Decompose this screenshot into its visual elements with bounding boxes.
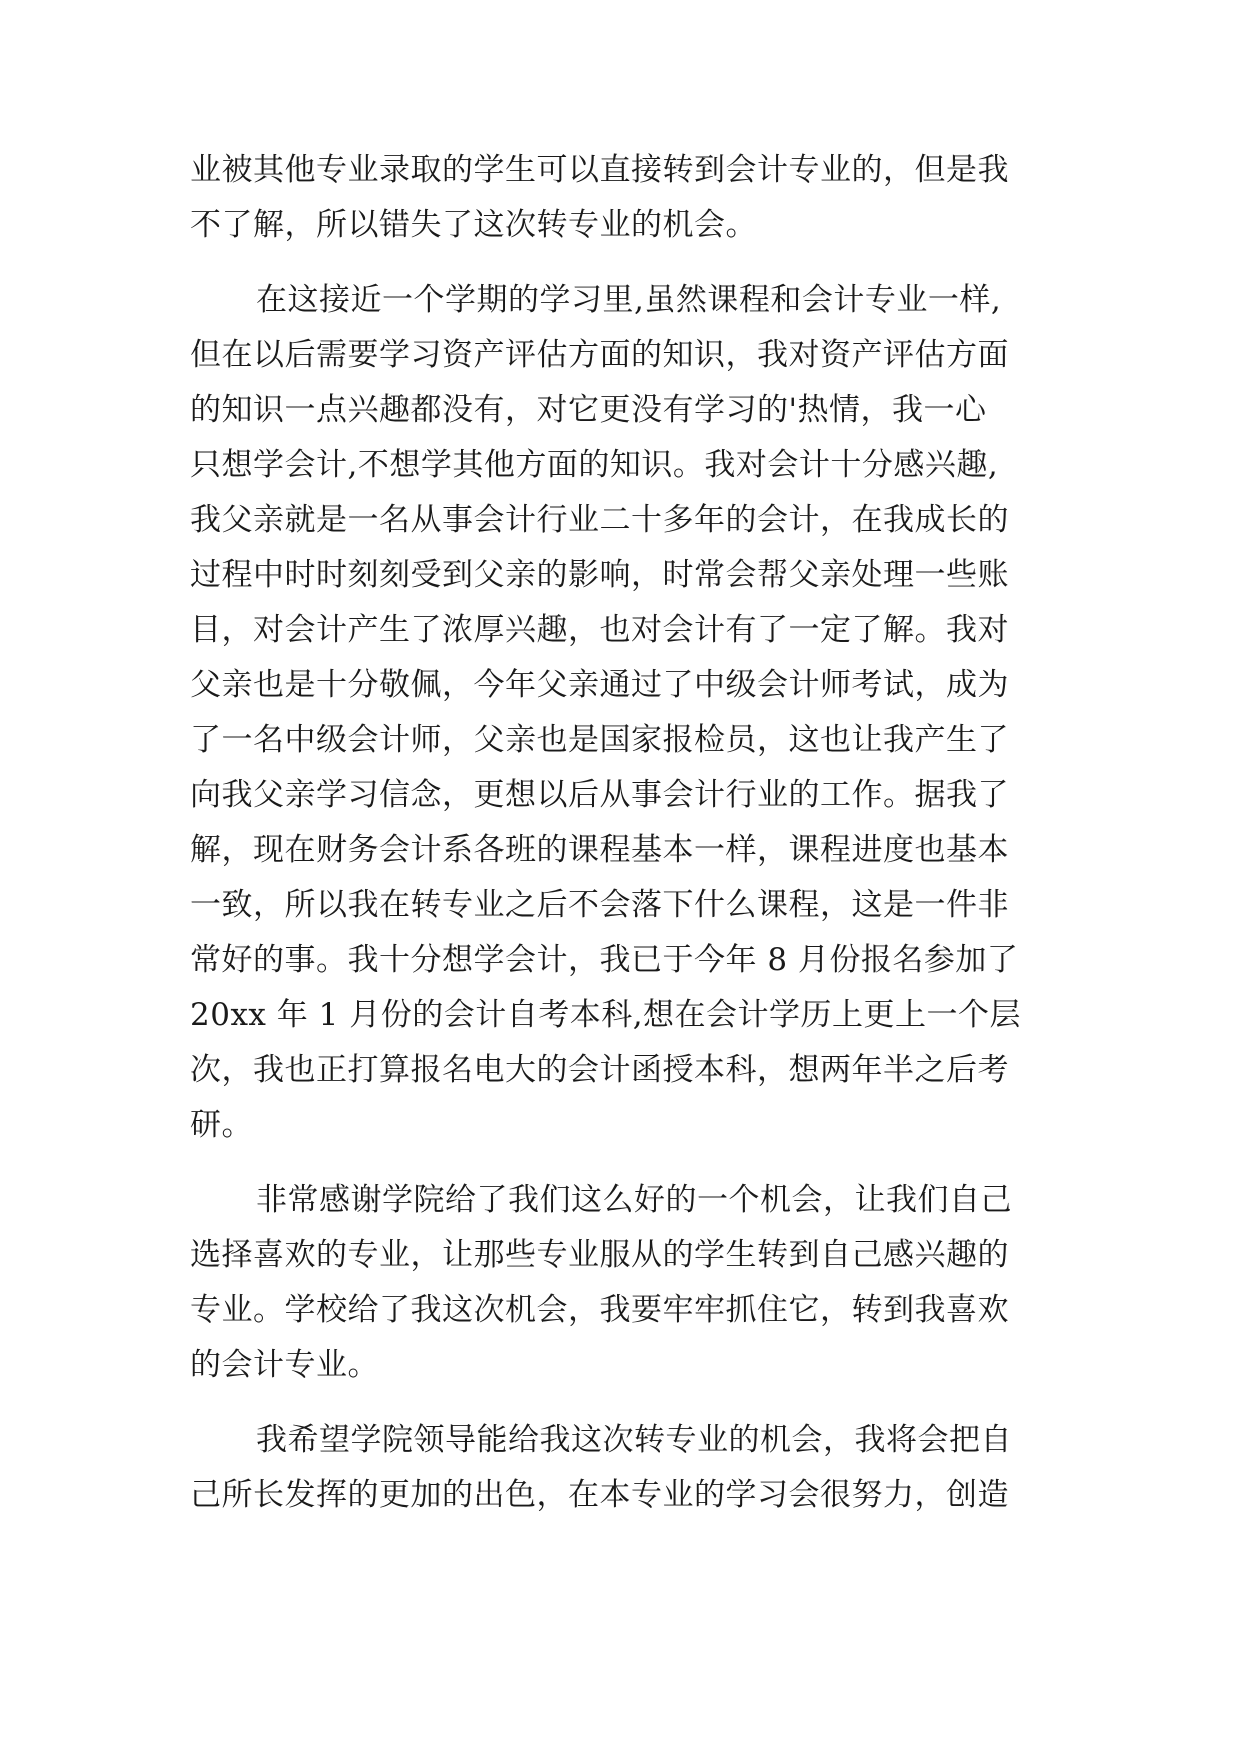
text-line: 的知识一点兴趣都没有，对它更没有学习的'热情，我一心 [190, 392, 987, 428]
text-line: 目，对会计产生了浓厚兴趣，也对会计有了一定了解。我对 [190, 612, 1009, 648]
text-line: 过程中时时刻刻受到父亲的影响，时常会帮父亲处理一些账 [190, 557, 1009, 593]
text-line: 向我父亲学习信念，更想以后从事会计行业的工作。据我了 [190, 777, 1009, 813]
text-line: 己所长发挥的更加的出色，在本专业的学习会很努力，创造 [190, 1477, 1009, 1513]
text-line: 选择喜欢的专业，让那些专业服从的学生转到自己感兴趣的 [190, 1237, 1009, 1273]
text-line: 研。 [190, 1107, 253, 1143]
paragraph-start-line: 非常感谢学院给了我们这么好的一个机会，让我们自己 [256, 1182, 1012, 1218]
text-line: 但在以后需要学习资产评估方面的知识，我对资产评估方面 [190, 337, 1009, 373]
text-line: 了一名中级会计师，父亲也是国家报检员，这也让我产生了 [190, 722, 1009, 758]
paragraph-start-line: 我希望学院领导能给我这次转专业的机会，我将会把自 [256, 1422, 1012, 1458]
text-line: 父亲也是十分敬佩，今年父亲通过了中级会计师考试，成为 [190, 667, 1009, 703]
text-line: 只想学会计,不想学其他方面的知识。我对会计十分感兴趣, [190, 447, 999, 483]
text-line: 一致，所以我在转专业之后不会落下什么课程，这是一件非 [190, 887, 1009, 923]
text-line: 不了解，所以错失了这次转专业的机会。 [190, 207, 757, 243]
text-line: 的会计专业。 [190, 1347, 379, 1383]
text-line: 解，现在财务会计系各班的课程基本一样，课程进度也基本 [190, 832, 1009, 868]
text-line: 次，我也正打算报名电大的会计函授本科，想两年半之后考 [190, 1052, 1009, 1088]
text-line: 常好的事。我十分想学会计，我已于今年 8 月份报名参加了 [190, 942, 1019, 978]
text-line: 20xx 年 1 月份的会计自考本科,想在会计学历上更上一个层 [190, 997, 1022, 1033]
text-line: 专业。学校给了我这次机会，我要牢牢抓住它，转到我喜欢 [190, 1292, 1009, 1328]
text-line: 我父亲就是一名从事会计行业二十多年的会计，在我成长的 [190, 502, 1009, 538]
text-line: 业被其他专业录取的学生可以直接转到会计专业的，但是我 [190, 152, 1009, 188]
paragraph-start-line: 在这接近一个学期的学习里,虽然课程和会计专业一样, [256, 282, 1002, 318]
